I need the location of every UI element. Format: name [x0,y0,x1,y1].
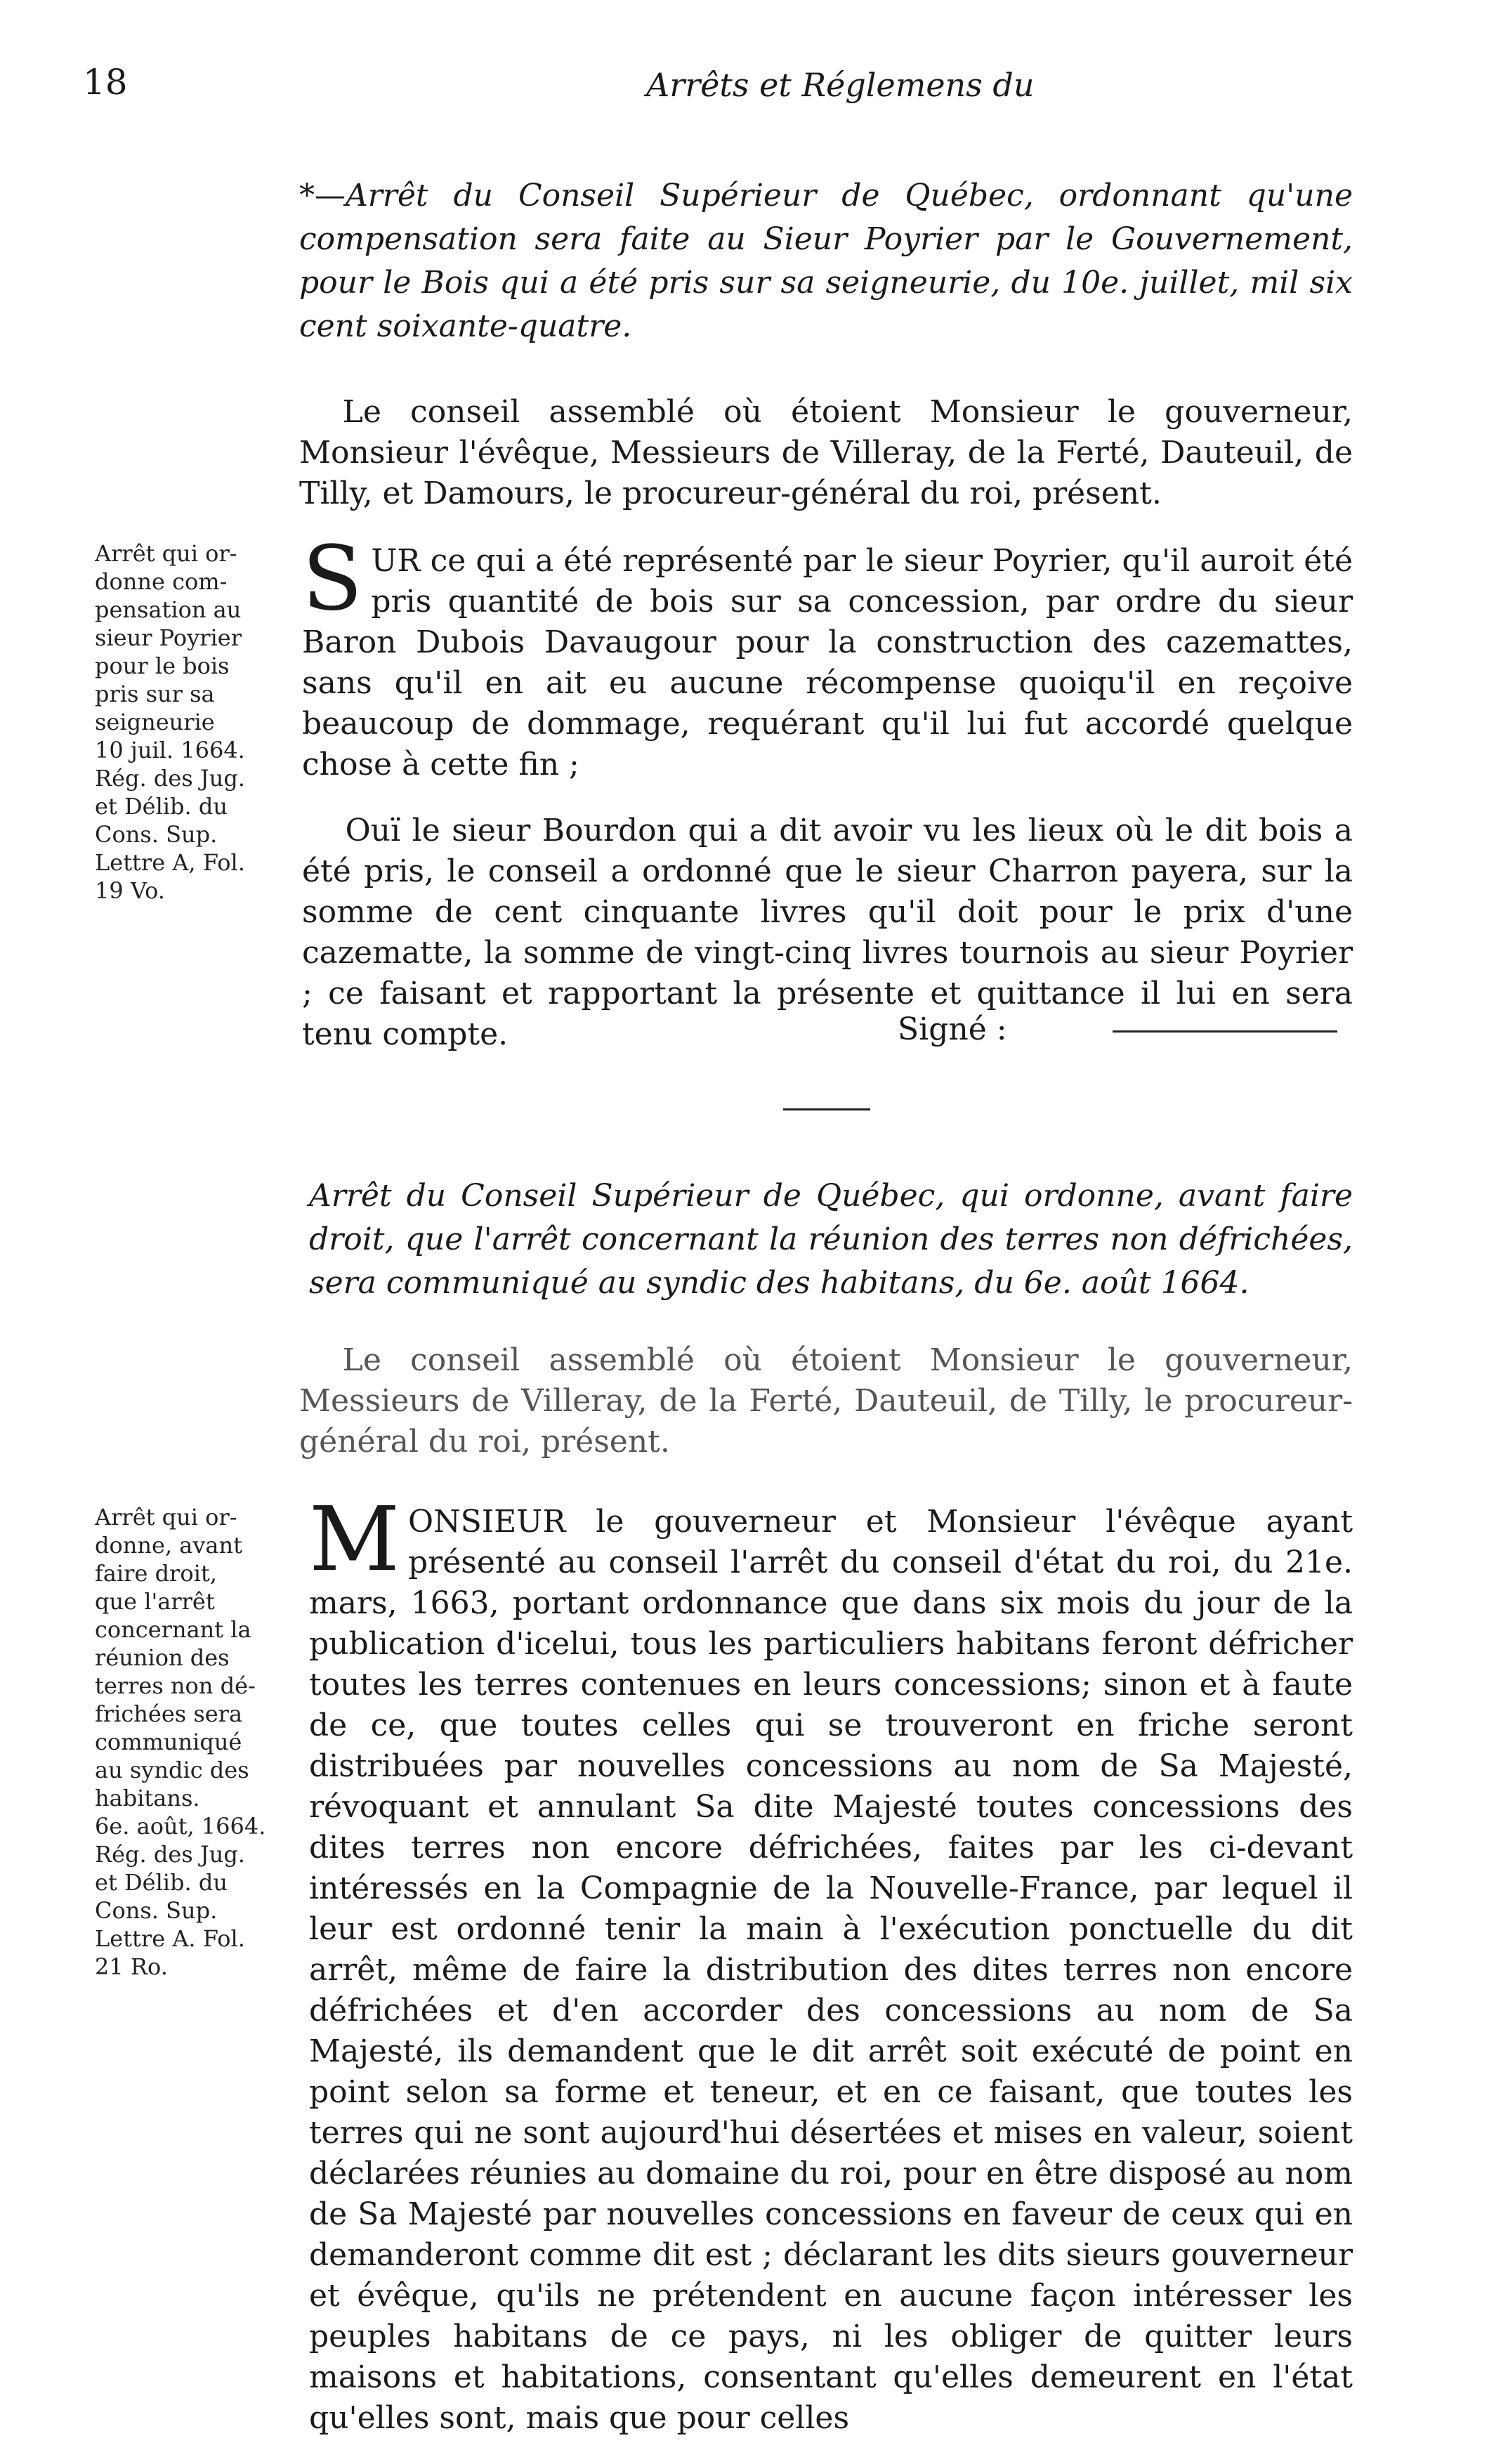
margin-note-line: pris sur sa [95,681,215,707]
section2-convened: Le conseil assemblé où étoient Monsieur le gouverneur, Messieurs de Villeray, de la Ferté, Dauteuil, de Tilly, le procureur-général du roi, présent. [299,1342,1353,1460]
margin-note-line: et Délib. du [95,1869,228,1896]
margin-note-line: Lettre A, Fol. [95,849,245,876]
section2-body [309,1488,1353,2464]
section-separator [783,1108,870,1110]
margin-note-line: sieur Poyrier [95,624,242,651]
margin-note-line: et Délib. du [95,793,228,820]
drop-cap: M [309,1488,400,1591]
section1-paragraph-2: Ouï le sieur Bourdon qui a dit avoir vu les lieux où le dit bois a été pris, le conseil a ordonné que le sieur Charron payera, sur la somme de cent cinquante livres qu'il doit pour le prix d'une cazematte, la somme de vingt-cinq livres tournois au sieur Poyrier ; ce faisant et rapportant la présente et quittance il lui en sera tenu compte. [302,813,1353,1052]
margin-note-line: terres non dé- [95,1672,256,1699]
margin-note-line: Arrêt qui or- [95,1504,237,1531]
margin-note-line: Cons. Sup. [95,821,218,848]
margin-note-line: pour le bois [95,653,230,679]
section2-title: Arrêt du Conseil Supérieur de Québec, qui ordonne, avant faire droit, que l'arrêt concernant la réunion des terres non défrichées, sera communiqué au syndic des habitans, du 6e. août 1664. [309,1178,1353,1301]
section1-paragraph-1 [302,527,1353,785]
margin-note-line: concernant la [95,1616,251,1643]
margin-note-line: que l'arrêt [95,1588,215,1615]
margin-note-line: Rég. des Jug. [95,1841,245,1868]
section1-margin-note [95,539,299,905]
paragraph-text: ONSIEUR le gouverneur et Monsieur l'évêque ayant présenté au conseil l'arrêt du conseil d'état du roi, du 21e. mars, 1663, portant ordonnance que dans six mois du jour de la publication d'icelui, tous les particuliers habitans feront défricher toutes les terres contenues en leurs concessions; sinon et à faute de ce, que toutes celles qui se trouveront en friche seront distribuées par nouvelles concessions au nom de Sa Majesté, révoquant et annulant Sa dite Majesté toutes concessions des dites terres non encore défrichées, faites par les ci-devant intéressés en la Compagnie de la Nouvelle-France, par lequel il leur est ordonné tenir la main à l'exécution ponctuelle du dit arrêt, même de faire la distribution des dites terres non encore défrichées et d'en accorder des concessions au nom de Sa Majesté, ils demandent que le dit arrêt soit exécuté de point en point selon sa forme et teneur, et en ce faisant, que toutes les terres qui ne sont aujourd'hui désertées et mises en valeur, soient déclarées réunies au domaine du roi, pour en être disposé au nom de Sa Majesté par nouvelles concessions en faveur de ceux qui en demanderont comme dit est ; déclarant les dits sieurs gouverneur et évêque, qu'ils ne prétendent en aucune façon intéresser les peuples habitans de ce pays, ni les obliger de quitter leurs maisons et habitations, consentant qu'elles demeurent en l'état qu'elles sont, mais que pour celles [309,1504,1353,2436]
paragraph-text: UR ce qui a été représenté par le sieur Poyrier, qu'il auroit été pris quantité de bois sur sa concession, par ordre du sieur Baron Dubois Davaugour pour la construction des cazemattes, sans qu'il en ait eu aucune récompense quoiqu'il en reçoive beaucoup de dommage, requérant qu'il lui fut accordé quelque chose à cette fin ; [302,543,1353,782]
page-number: 18 [83,62,128,103]
margin-note-line: 19 Vo. [95,877,165,904]
section1-body [302,527,1353,1080]
section2-paragraph-1 [309,1488,1353,2439]
margin-note-line: donne, avant [95,1532,242,1559]
margin-note-line: 6e. août, 1664. [95,1813,266,1840]
margin-note-line: habitans. [95,1785,200,1811]
margin-note-line: réunion des [95,1644,230,1671]
margin-note-line: au syndic des [95,1757,249,1783]
signature-line [1113,1030,1337,1033]
margin-note-line: Arrêt qui or- [95,540,237,567]
drop-cap: S [302,527,363,630]
margin-note-line: donne com- [95,568,228,595]
section1-convened: Le conseil assemblé où étoient Monsieur le gouverneur, Monsieur l'évêque, Messieurs de Villeray, de la Ferté, Dauteuil, de Tilly, et Damours, le procureur-général du roi, présent. [299,394,1353,511]
signed-label: Signé : [898,1011,1007,1047]
margin-note-line: 21 Ro. [95,1953,168,1980]
margin-note-line: 10 juil. 1664. [95,737,245,764]
signature-block [898,1011,1337,1047]
section1-title: *—Arrêt du Conseil Supérieur de Québec, ordonnant qu'une compensation sera faite au Sieur Poyrier par le Gouvernement, pour le Bois qui a été pris sur sa seigneurie, du 10e. juillet, mil six cent soixante-quatre. [299,178,1353,344]
margin-note-line: faire droit, [95,1560,217,1587]
margin-note-line: Lettre A. Fol. [95,1925,245,1952]
margin-note-line: Rég. des Jug. [95,765,245,792]
running-head: Arrêts et Réglemens du [646,66,1035,104]
section2-margin-note [95,1503,299,1981]
margin-note-line: seigneurie [95,709,215,735]
margin-note-line: frichées sera [95,1700,243,1727]
margin-note-line: communiqué [95,1729,242,1755]
margin-note-line: Cons. Sup. [95,1897,218,1924]
margin-note-line: pensation au [95,596,242,623]
